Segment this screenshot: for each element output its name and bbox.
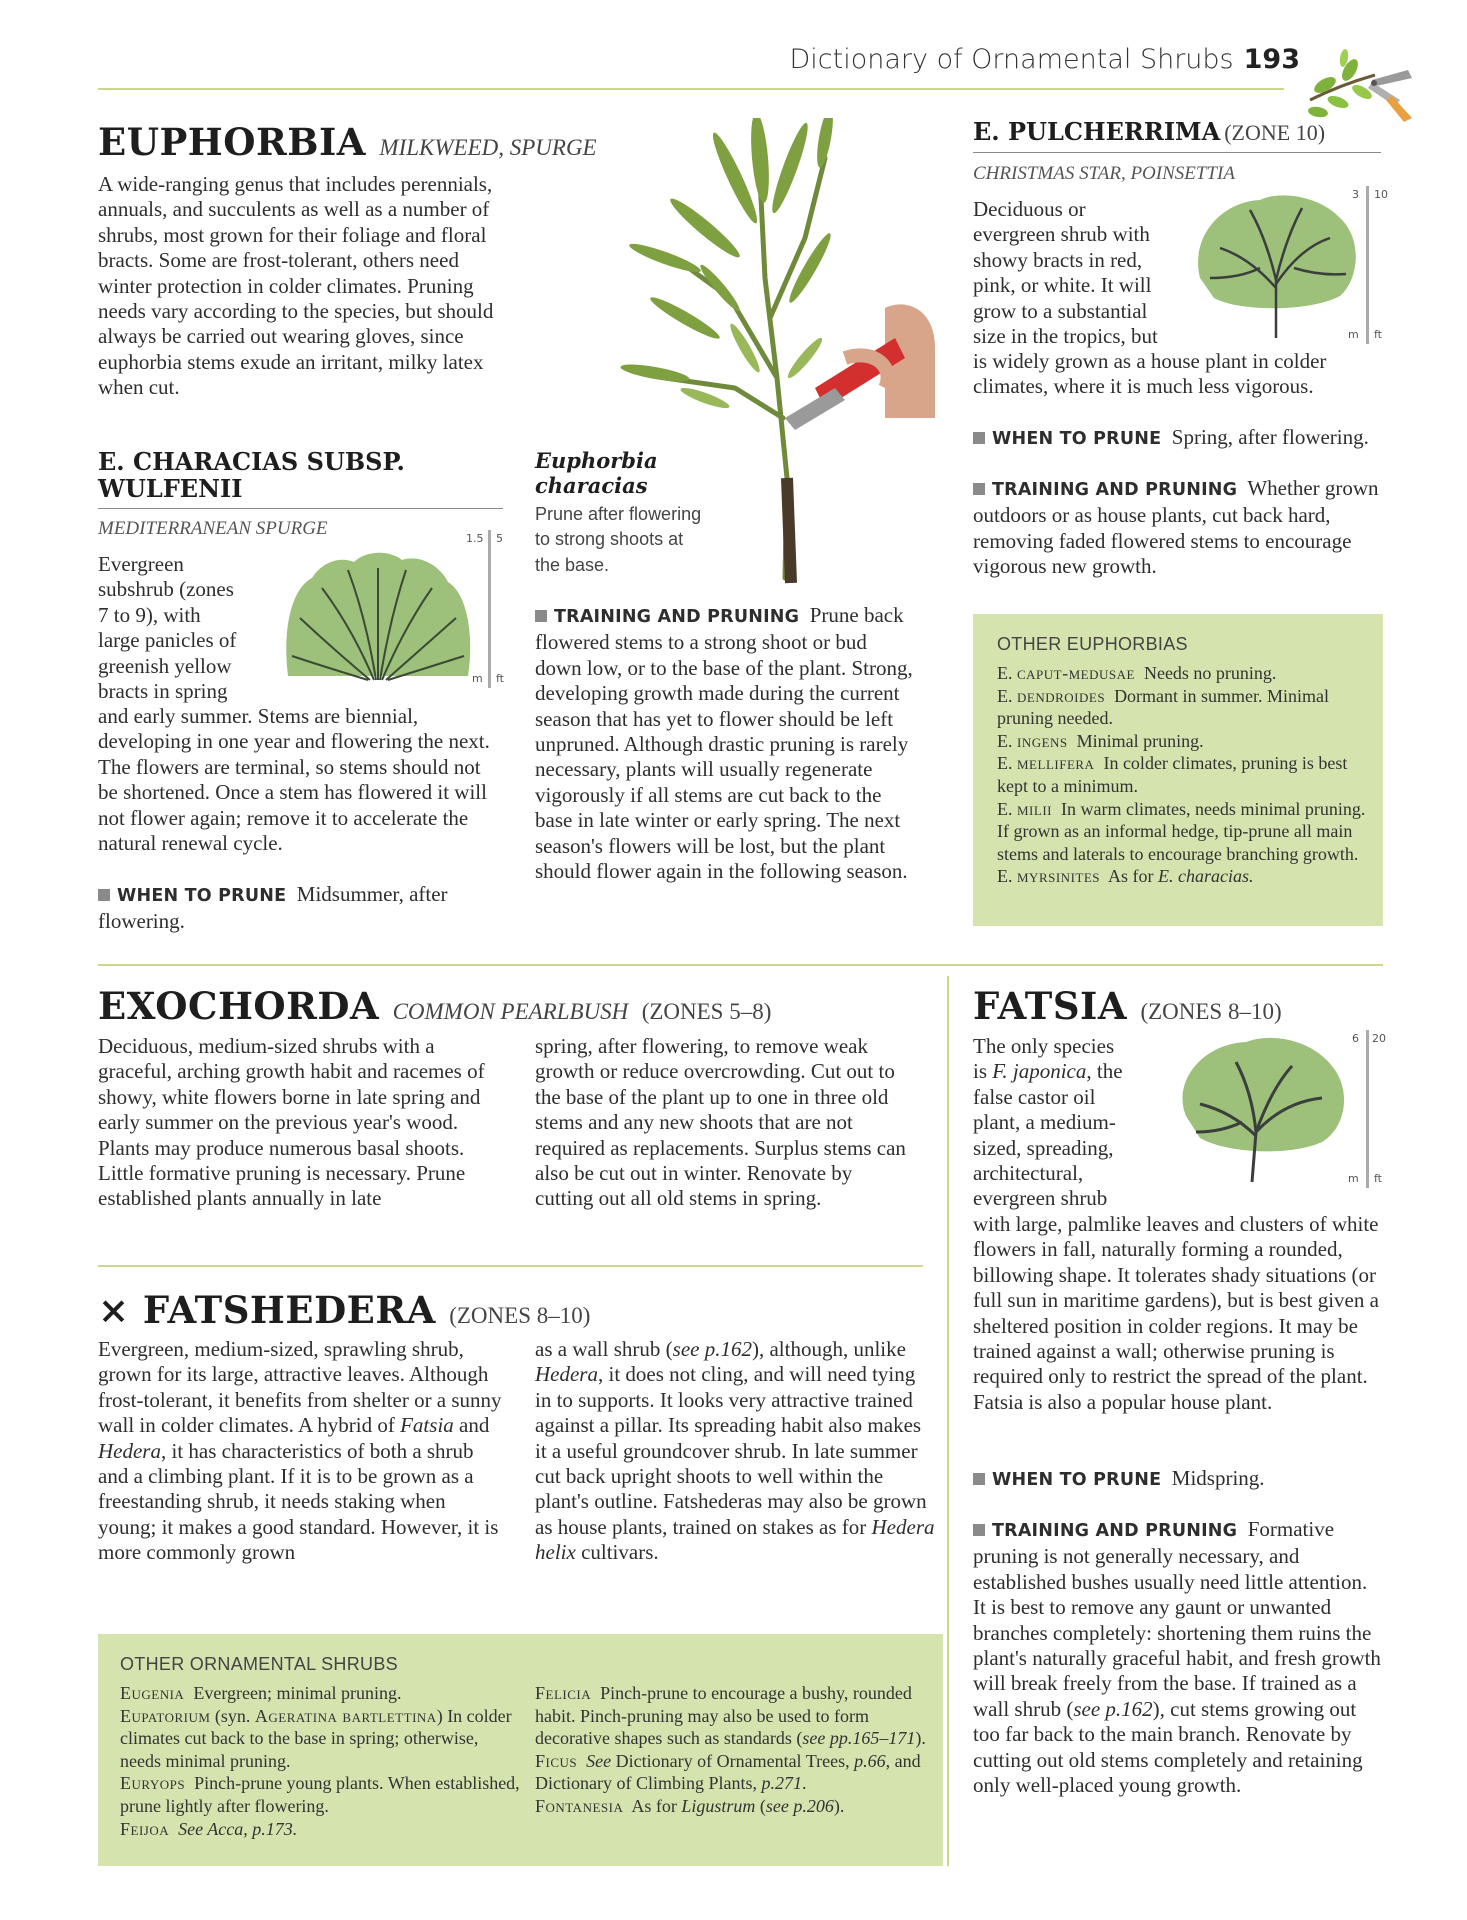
pulcherrima-common: CHRISTMAS STAR, POINSETTIA — [973, 163, 1235, 184]
pulcherrima-scale: 3 10 m ft — [1342, 186, 1392, 346]
pulcherrima-wrap: Deciduous or evergreen shrub with showy bracts in red, pink, or white. It will grow to a substantial size in the tropics, but — [973, 197, 1158, 349]
exochorda-col2: spring, after flowering, to remove weak growth or reduce overcrowding. Cut out to the base of the plant up to one in three old stems and any new shoots that are not required as replacements. Surplus stems can also be cut out in winter. Renovate by cutting out all old stems in spring. — [535, 1034, 906, 1211]
fatshedera-col1: Evergreen, medium-sized, sprawling shrub, grown for its large, attractive leaves. Although frost-tolerant, it benefits from shelter or a sunny wall in colder climates. A hybrid of Fatsia and Hedera, it has characteristics of both a shrub and a climbing plant. If it is to be grown as a freestanding shrub, it needs staking when young; it makes a good standard. However, it is more commonly grown — [98, 1337, 502, 1565]
euphorbia-name: EUPHORBIA — [98, 120, 367, 164]
fatshedera-name: × FATSHEDERA — [98, 1288, 436, 1332]
characias-name-line2: WULFENII — [98, 474, 243, 503]
list-item: E. ingens Minimal pruning. — [997, 730, 1204, 751]
fatsia-zone: (ZONES 8–10) — [1140, 999, 1282, 1024]
fatsia-training: TRAINING AND PRUNING Formative pruning is not generally necessary, and established bushes usually need little attention. It is best to remove any gaunt or unwanted branches completely: shortening them ruins the plant's naturally graceful habit, and fresh growth will break freely from the base. If trained as a wall shrub (see p.162), cut stems growing out too far back to the main branch. Renovate by cutting out old stems completely and retaining only well-placed young growth. — [973, 1517, 1381, 1798]
page-number: 193 — [1243, 44, 1300, 75]
exochorda-name: EXOCHORDA — [98, 984, 380, 1028]
pulcherrima-heading — [973, 118, 1325, 146]
list-item: Eupatorium (syn. Ageratina bartlettina) In colder climates cut back to the base in spring; otherwise, needs minimal pruning. — [120, 1705, 512, 1771]
photo-caption-title: Euphorbia characias — [535, 448, 658, 498]
euphorbia-heading — [98, 120, 597, 164]
page-header — [740, 44, 1300, 75]
fatsia-scale: 6 20 m ft — [1342, 1030, 1392, 1190]
other-shrubs-col2 — [535, 1682, 935, 1818]
pulcherrima-tree-illustration — [1190, 188, 1362, 340]
list-item: E. myrsinites As for E. characias. — [997, 866, 1254, 887]
pulcherrima-training: TRAINING AND PRUNING Whether grown outdoors or as house plants, cut back hard, removing faded flowered stems to encourage vigorous new growth. — [973, 476, 1379, 579]
list-item: Felicia Pinch-prune to encourage a bushy, rounded habit. Pinch-pruning may also be used to form decorative shapes such as standards (see pp.165–171). — [535, 1683, 926, 1749]
square-bullet-icon — [973, 483, 985, 495]
header-title: Dictionary of Ornamental Shrubs — [789, 44, 1234, 75]
fatshedera-col2: as a wall shrub (see p.162), although, unlike Hedera, it does not cling, and will need tying in to supports. It looks very attractive trained against a pillar. Its spreading habit also makes it a useful groundcover shrub. In late summer cut back upright shoots to well within the plant's outline. Fatshederas may also be grown as house plants, trained on stakes as for Hedera helix cultivars. — [535, 1337, 935, 1565]
fatsia-name: FATSIA — [973, 984, 1128, 1028]
section-rule — [98, 964, 1383, 966]
fatshedera-heading — [98, 1288, 590, 1332]
exochorda-zone: (ZONES 5–8) — [641, 999, 772, 1024]
exochorda-col1: Deciduous, medium-sized shrubs with a graceful, arching growth habit and racemes of showy, white flowers borne in late spring and early summer on the previous year's wood. Plants may produce numerous basal shoots. Little formative pruning is necessary. Prune established plants annually in late — [98, 1034, 485, 1211]
header-rule — [98, 88, 1284, 90]
other-euphorbias-title: OTHER EUPHORBIAS — [997, 634, 1188, 654]
pruning-sprig-icon — [1300, 30, 1420, 130]
square-bullet-icon — [973, 432, 985, 444]
characias-shrub-illustration — [282, 548, 474, 686]
other-shrubs-title: OTHER ORNAMENTAL SHRUBS — [120, 1654, 398, 1674]
fatsia-heading — [973, 984, 1282, 1028]
photo-caption: Prune after flowering to strong shoots at the base. — [535, 504, 702, 575]
list-item: Eugenia Evergreen; minimal pruning. — [120, 1683, 402, 1703]
square-bullet-icon — [535, 610, 547, 622]
exochorda-rule — [98, 1265, 923, 1267]
other-euphorbias-box — [973, 614, 1383, 926]
list-item: Fontanesia As for Ligustrum (see p.206). — [535, 1795, 845, 1816]
pulcherrima-text: is widely grown as a house plant in colder climates, where it is much less vigorous. — [973, 349, 1327, 399]
square-bullet-icon — [973, 1473, 985, 1485]
characias-text: and early summer. Stems are biennial, developing in one year and flowering the next. The flowers are terminal, so stems should not be shortened. Once a stem has flowered it will not flower again; remove it to accelerate the natural renewal cycle. — [98, 704, 490, 856]
exochorda-heading — [98, 984, 771, 1028]
list-item: E. mellifera In colder climates, pruning is best kept to a minimum. — [997, 753, 1348, 796]
list-item: Euryops Pinch-prune young plants. When established, prune lightly after flowering. — [120, 1773, 520, 1816]
list-item: Feijoa See Acca, p.173. — [120, 1818, 298, 1839]
column-rule — [947, 976, 949, 1866]
list-item: E. dendroides Dormant in summer. Minimal pruning needed. — [997, 685, 1330, 729]
pulcherrima-rule — [973, 152, 1381, 153]
euphorbia-intro: A wide-ranging genus that includes perennials, annuals, and succulents as well as a number of shrubs, most grown for their foliage and floral bracts. Some are frost-tolerant, others need winter protection in colder climates. Pruning needs vary according to the species, but should always be carried out wearing gloves, since euphorbia stems exude an irritant, milky latex when cut. — [98, 172, 494, 400]
fatsia-tree-illustration — [1172, 1032, 1350, 1184]
other-shrubs-box — [98, 1634, 943, 1866]
square-bullet-icon — [98, 889, 110, 901]
pulcherrima-name: E. PULCHERRIMA — [973, 117, 1221, 146]
fatshedera-zone: (ZONES 8–10) — [449, 1303, 591, 1328]
pulcherrima-zone: (ZONE 10) — [1224, 120, 1326, 145]
euphorbia-training: TRAINING AND PRUNING Prune back flowered stems to a strong shoot or bud down low, or to the base of the plant. Strong, developing growth made during the current season that has yet to flower should be left unpruned. Although drastic pruning is rarely necessary, plants will usually regenerate vigorously if all stems are cut back to the base in late winter or early spring. The next season's flowers will be lost, but the plant should flower again in the following season. — [535, 603, 913, 884]
fatsia-when: WHEN TO PRUNE Midspring. — [973, 1466, 1383, 1493]
euphorbia-common: MILKWEED, SPURGE — [379, 135, 597, 160]
characias-heading — [98, 448, 498, 502]
characias-wrap: Evergreen subshrub (zones 7 to 9), with large panicles of greenish yellow bracts in spring — [98, 552, 237, 704]
other-shrubs-col1 — [120, 1682, 520, 1840]
list-item: E. milii In warm climates, needs minimal pruning. If grown as an informal hedge, tip-prune all main stems and laterals to encourage branching growth. — [997, 798, 1366, 864]
pulcherrima-when: WHEN TO PRUNE Spring, after flowering. — [973, 425, 1383, 452]
exochorda-common: COMMON PEARLBUSH — [392, 999, 629, 1024]
fatsia-text: with large, palmlike leaves and clusters of white flowers in fall, naturally forming a rounded, billowing shape. It tolerates shady situations (or full sun in maritime gardens), but is best given a sheltered position in colder regions. It may be trained against a wall; otherwise pruning is required only to restrict the spread of the plant. Fatsia is also a popular house plant. — [973, 1212, 1379, 1414]
other-euphorbias-list — [997, 662, 1367, 888]
fatsia-wrap: The only species is F. japonica, the false castor oil plant, a medium- sized, spreading, architectural, evergreen shrub — [973, 1034, 1123, 1211]
characias-when: WHEN TO PRUNE Midsummer, after flowering. — [98, 882, 448, 934]
square-bullet-icon — [973, 1524, 985, 1536]
characias-rule — [98, 508, 503, 509]
characias-scale: 1.5 5 m ft — [462, 530, 512, 690]
characias-common: MEDITERRANEAN SPURGE — [98, 518, 328, 539]
list-item: Ficus See Dictionary of Ornamental Trees, p.66, and Dictionary of Climbing Plants, p.271. — [535, 1750, 921, 1794]
characias-name-line1: E. CHARACIAS SUBSP. — [98, 447, 405, 476]
list-item: E. caput-medusae Needs no pruning. — [997, 663, 1277, 683]
